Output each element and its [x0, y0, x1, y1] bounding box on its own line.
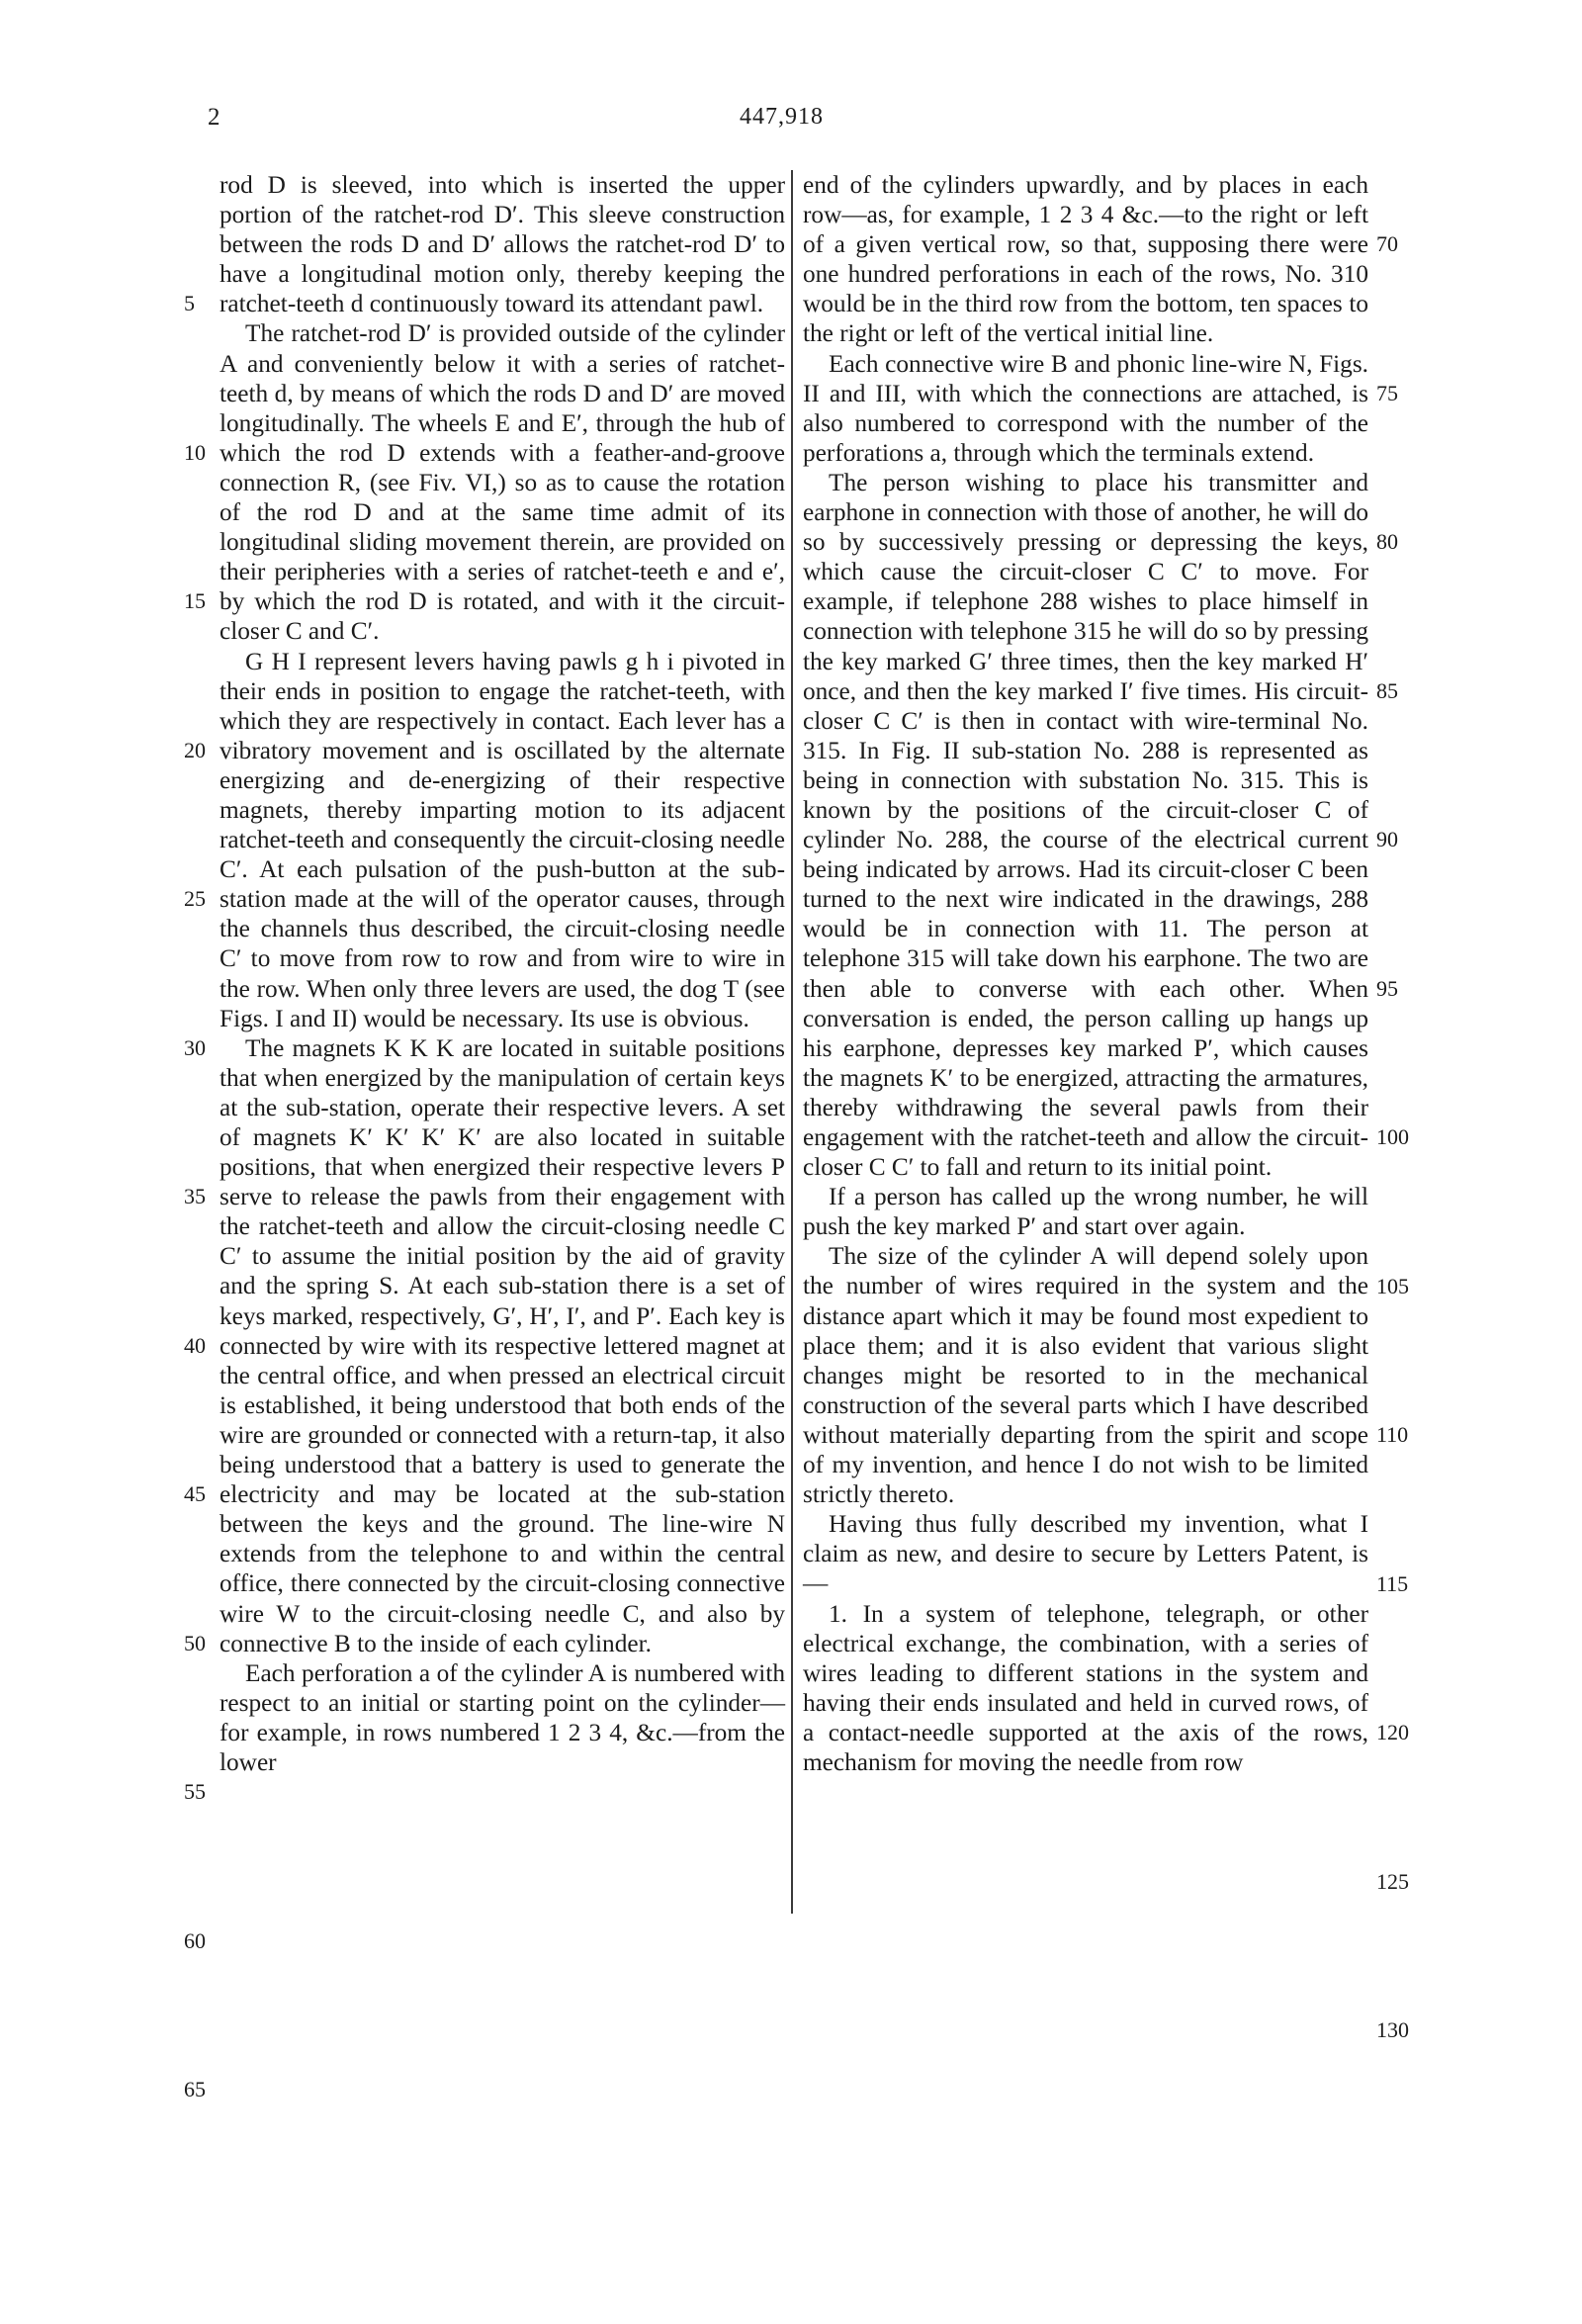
line-number: 10	[184, 440, 206, 465]
line-number: 115	[1376, 1571, 1409, 1596]
paragraph: The magnets K K K are located in suitable positions that when energized by the manipulation of certain keys at the sub-station, operate their respective levers. A set of magnets K′ K′ K′ K′ are also located in suitable positions, that when energized their respective levers P serve to release the pawls from their engagement with the ratchet-teeth and allow the circuit-closing needle C C′ to assume the initial position by the aid of gravity and the spring S. At each sub-station there is a set of keys marked, respectively, G′, H′, I′, and P′. Each key is connected by wire with its respective lettered magnet at the central office, and when pressed an electrical circuit is established, it being understood that both ends of the wire are grounded or connected with a return-tap, it also being understood that a battery is used to generate the electricity and may be located at the sub-station between the keys and the ground. The line-wire N extends from the telephone to and within the central office, there connected by the circuit-closing connective wire W to the circuit-closing needle C, and also by connective B to the inside of each cylinder.	[220, 1033, 785, 1657]
line-number: 100	[1376, 1124, 1409, 1149]
paragraph: rod D is sleeved, into which is inserted the upper portion of the ratchet-rod D′. This sleeve construction between the rods D and D′ allows the ratchet-rod D′ to have a longitudinal motion only, thereby keeping the ratchet-teeth d continuously toward its attendant pawl.	[220, 171, 785, 318]
line-number: 60	[184, 1928, 206, 1953]
line-number: 130	[1376, 2017, 1409, 2042]
line-number: 125	[1376, 1869, 1409, 1894]
paragraph: If a person has called up the wrong number, he will push the key marked P′ and start over again.	[803, 1183, 1368, 1241]
line-number: 105	[1376, 1274, 1409, 1298]
line-number: 40	[184, 1333, 206, 1358]
line-number: 85	[1376, 678, 1398, 703]
column-divider	[791, 170, 793, 1914]
right-column	[803, 170, 1409, 2042]
line-number: 50	[184, 1631, 206, 1655]
paragraph: 1. In a system of telephone, telegraph, or other electrical exchange, the combination, with a series of wires leading to different stations in the system and having their ends insulated and held in curved rows, of a contact-needle supported at the axis of the rows, mechanism for moving the needle from row	[803, 1599, 1368, 1776]
line-number: 15	[184, 588, 206, 613]
line-number: 120	[1376, 1720, 1409, 1744]
paragraph: Each connective wire B and phonic line-wire N, Figs. II and III, with which the connections are attached, is also numbered to correspond with the number of the perforations a, through which the terminals extend.	[803, 349, 1368, 467]
paragraph: The ratchet-rod D′ is provided outside of the cylinder A and conveniently below it with a series of ratchet-teeth d, by means of which the rods D and D′ are moved longitudinally. The wheels E and E′, through the hub of which the rod D extends with a feather-and-groove connection R, (see Fiv. VI,) so as to cause the rotation of the rod D and at the same time admit of its longitudinal sliding movement therein, are provided on their peripheries with a series of ratchet-teeth e and e′, by which the rod D is rotated, and with it the circuit-closer C and C′.	[220, 319, 785, 646]
line-number: 75	[1376, 381, 1398, 405]
line-number: 95	[1376, 976, 1398, 1001]
line-number: 45	[184, 1481, 206, 1506]
line-number: 55	[184, 1779, 206, 1804]
line-number: 25	[184, 886, 206, 911]
paragraph: The size of the cylinder A will depend solely upon the number of wires required in the system and the distance apart which it may be found most expedient to place them; and it is also evident that various slight changes might be resorted to in the mechanical construction of the several parts which I have described without materially departing from the spirit and scope of my invention, and hence I do not wish to be limited strictly thereto.	[803, 1242, 1368, 1509]
line-number: 80	[1376, 529, 1398, 554]
paragraph: end of the cylinders upwardly, and by places in each row—as, for example, 1 2 3 4 &c.—to the right or left of a given vertical row, so that, supposing there were one hundred perforations in each of the rows, No. 310 would be in the third row from the bottom, ten spaces to the right or left of the vertical initial line.	[803, 171, 1368, 348]
line-number: 5	[184, 291, 195, 315]
line-number: 90	[1376, 827, 1398, 851]
line-number: 35	[184, 1184, 206, 1208]
left-column	[184, 170, 785, 2101]
patent-number: 447,918	[740, 104, 824, 130]
line-number: 20	[184, 738, 206, 762]
paragraph: The person wishing to place his transmitter and earphone in connection with those of another, he will do so by successively pressing or depressing the keys, which cause the circuit-closer C C′ to move. For example, if telephone 288 wishes to place himself in connection with telephone 315 he will do so by pressing the key marked G′ three times, then the key marked H′ once, and then the key marked I′ five times. His circuit-closer C C′ is then in contact with wire-terminal No. 315. In Fig. II sub-station No. 288 is represented as being in connection with substation No. 315. This is known by the positions of the circuit-closer C of cylinder No. 288, the course of the electrical current being indicated by arrows. Had its circuit-closer C been turned to the next wire indicated in the drawings, 288 would be in connection with 11. The person at telephone 315 will take down his earphone. The two are then able to converse with each other. When conversation is ended, the person calling up hangs up his earphone, depresses key marked P′, which causes the magnets K′ to be energized, attracting the armatures, thereby withdrawing the several pawls from their engagement with the ratchet-teeth and allow the circuit-closer C C′ to fall and return to its initial point.	[803, 468, 1368, 1182]
line-number: 70	[1376, 231, 1398, 256]
line-number: 65	[184, 2077, 206, 2101]
line-number: 30	[184, 1035, 206, 1060]
paragraph: Each perforation a of the cylinder A is numbered with respect to an initial or starting point on the cylinder—for example, in rows numbered 1 2 3 4, &c.—from the lower	[220, 1658, 785, 1776]
paragraph: Having thus fully described my invention, what I claim as new, and desire to secure by Letters Patent, is—	[803, 1510, 1368, 1598]
line-number: 110	[1376, 1422, 1409, 1447]
page-number: 2	[208, 104, 220, 131]
paragraph: G H I represent levers having pawls g h i pivoted in their ends in position to engage the ratchet-teeth, with which they are respectively in contact. Each lever has a vibratory movement and is oscillated by the alternate energizing and de-energizing of their respective magnets, thereby imparting motion to its adjacent ratchet-teeth and consequently the circuit-closing needle C′. At each pulsation of the push-button at the sub-station made at the will of the operator causes, through the channels thus described, the circuit-closing needle C′ to move from row to row and from wire to wire in the row. When only three levers are used, the dog T (see Figs. I and II) would be necessary. Its use is obvious.	[220, 647, 785, 1032]
